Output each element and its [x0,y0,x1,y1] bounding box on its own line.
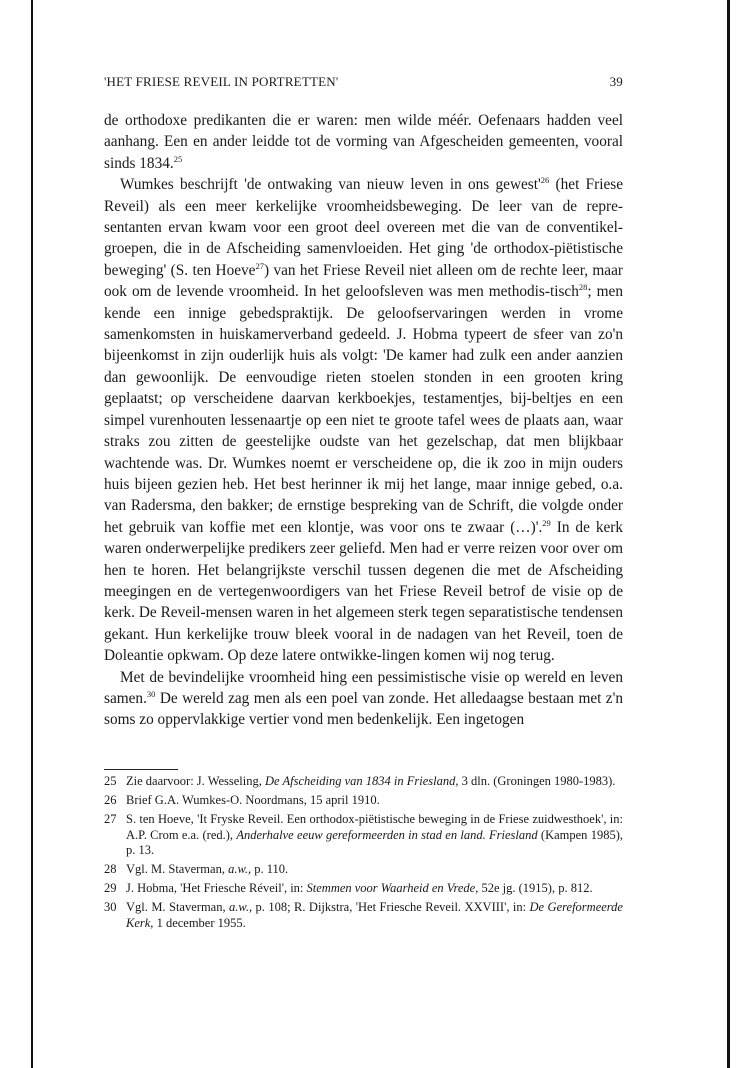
footnote-italic: a.w., [228,862,252,877]
footnote-text [126,812,623,858]
footnote-italic: De Afscheiding van 1834 in Friesland, [265,774,459,788]
footnote-italic: Anderhalve eeuw gereformeerden in stad en land. Friesland [236,827,538,842]
footnote [104,812,623,858]
paragraph-text: ; men kende een innige gebedspraktijk. De geloofservaringen werden in vrome samenkomsten in huiskamerverband gedeeld. J. Hobma typeert de sfeer van zo'n bijeenkomst in zijn ouderlijk huis als volgt: 'De kamer had zulk een ander aanzien dan gewoonlijk. De eenvoudige rieten stoelen stonden in een grooten kring geplaatst; op verscheidene daarvan kerkboekjes, testamentjes, bij-beltjes en een simpel vurenhouten lessenaartje op een niet te groote tafel wees de plaats aan, waar straks zou zitten de geestelijke oudste van het gezelschap, dat men blijkbaar wachtende was. Dr. Wumkes noemt er verscheidene op, die ik zoo in mijn ouders huis bijeen gezien heb. Het best herinner ik mij het lange, maar innige gebed, o.a. van Radersma, den bakker; de ernstige bespreking van de Schrift, die volgde onder het gebruik van koffie met een klontje, was voor ons te zwaar (…)'. [104,283,623,536]
body-paragraph [104,667,623,731]
footnote-number: 28 [104,862,117,877]
page-number: 39 [609,74,623,89]
footnote [104,862,623,877]
footnote-ref: 26 [540,175,550,186]
footnote-segment: p. 108; R. Dijkstra, 'Het Friesche Reveil. XXVIII', in: [252,900,530,915]
footnote-ref: 30 [146,688,156,699]
body-paragraph [104,174,623,666]
footnote-segment: Zie daarvoor: J. Wesseling, [126,774,266,788]
footnote-segment: Brief G.A. Wumkes-O. Noordmans, 15 april 1910. [126,793,380,808]
footnote-text [126,900,623,930]
running-head-title: 'HET FRIESE REVEIL IN PORTRETTEN' [104,74,339,89]
footnote [104,774,623,789]
footnote-italic: a.w., [229,900,253,915]
footnote-ref: 25 [173,153,183,164]
paragraph-text: Wumkes beschrijft 'de ontwaking van nieuw leven in ons gewest' [120,176,541,194]
footnote-ref: 27 [255,260,264,271]
footnote-number: 25 [104,774,117,788]
page-edge-left [31,0,33,1068]
footnote-text [126,774,623,789]
footnote [104,793,623,808]
footnote-number: 27 [104,812,117,827]
footnote-number: 30 [104,900,117,915]
paragraph-text: In de kerk waren onderwerpelijke predikers zeer geliefd. Men had er verre reizen voor over om hen te horen. Het belangrijkste verschil tussen degenen die met de Afscheiding meegingen en de vertegenwoordigers van het Friese Reveil betrof de visie op de kerk. De Reveil-mensen waren in het algemeen sterk tegen separatistische tendensen gekant. Hun kerkelijke trouw bleek vooral in de nadagen van het Reveil, toen de Doleantie opkwam. Op deze latere ontwikke-lingen komen wij nog terug. [104,518,623,665]
footnote-segment: 52e jg. (1915), p. 812. [478,881,593,896]
running-head [104,74,623,90]
footnote-segment: Vgl. M. Staverman, [126,900,230,915]
footnote [104,900,623,930]
paragraph-text: Met de bevindelijke vroomheid hing een pessimistische visie op wereld en leven samen. [104,668,623,707]
footnotes [104,774,623,935]
paragraph-text: (het Friese Reveil) als een meer kerkelijke vroomheidsbeweging. De leer van de repre-sentanten ervan kwam voor een groot deel overeen met die van de conventikel-groepen, die in de Afscheiding samenvloeiden. Het ging 'de orthodox-piëtistische beweging' (S. ten Hoeve [104,176,623,279]
body-paragraph [104,110,623,174]
footnote-segment: Vgl. M. Staverman, [126,862,229,877]
footnote-segment: 3 dln. (Groningen 1980-1983). [458,774,616,788]
footnote-rule [104,769,178,770]
footnote-segment: p. 110. [251,862,289,877]
footnote-segment: 1 december 1955. [153,915,246,930]
footnote-italic: De Gereformeerde Kerk, [126,900,623,930]
footnote-segment: (Kampen 1985), p. 13. [126,827,624,857]
footnote-text [126,881,623,896]
footnote-text [126,862,623,877]
paragraph-text: ) van het Friese Reveil niet alleen om de rechte leer, maar ook om de levende vroomheid. In het geloofsleven was men methodis-tisch [104,261,623,301]
footnote-ref: 29 [542,517,551,528]
paragraph-text: de orthodoxe predikanten die er waren: men wilde méér. Oefenaars hadden veel aanhang. Een en ander leidde tot de vorming van Afgescheiden gemeenten, vooral sinds 1834. [104,112,623,172]
footnote-text [126,793,623,808]
paragraph-text: De wereld zag men als een poel van zonde. Het alledaagse bestaan met z'n soms zo oppervlakkige vertier vond men bedenkelijk. Een ingetogen [104,689,623,729]
footnote-segment: S. ten Hoeve, 'It Fryske Reveil. Een orthodox-piëtistische beweging in de Friese zuidwesthoek', in: A.P. Crom e.a. (red.), [126,812,623,842]
footnote-ref: 28 [578,282,588,293]
page-edge-right [727,0,730,1068]
body-text [104,110,623,731]
footnote-segment: J. Hobma, 'Het Friesche Réveil', in: [126,881,307,896]
footnote [104,881,623,896]
footnote-italic: Stemmen voor Waarheid en Vrede, [306,881,479,896]
footnote-number: 26 [104,793,117,808]
footnote-number: 29 [104,881,117,896]
